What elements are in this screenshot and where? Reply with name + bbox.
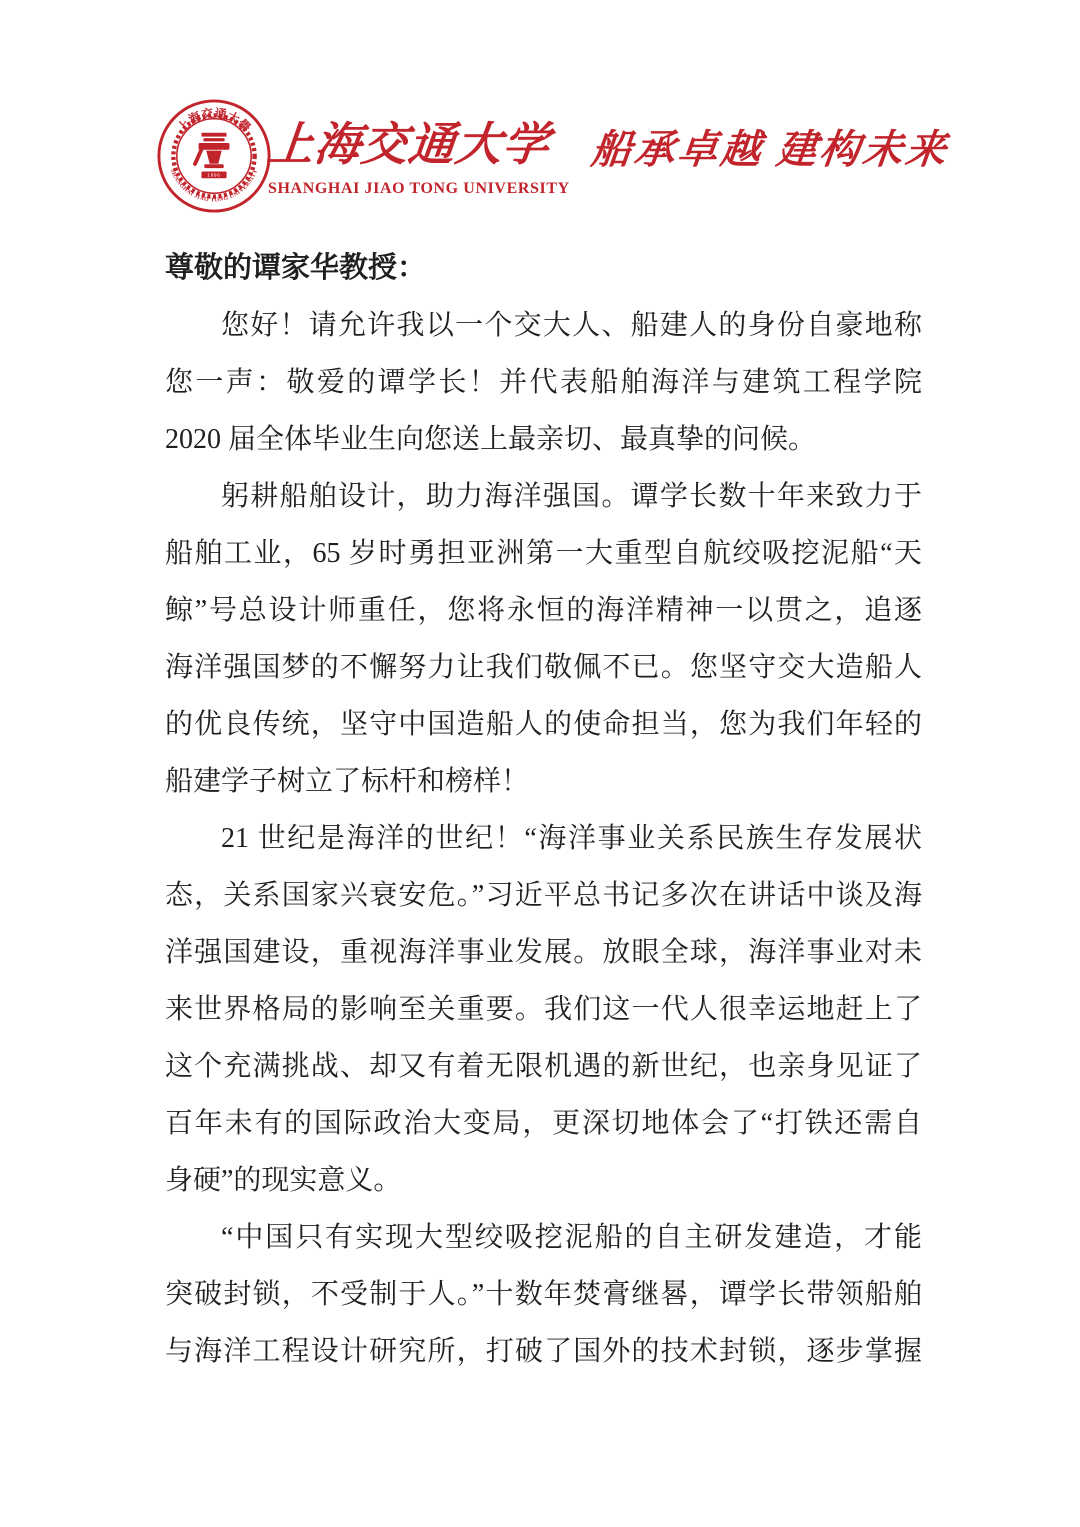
letter-line: 态，关系国家兴衰安危。”习近平总书记多次在讲话中谈及海	[165, 880, 922, 911]
letter-line: 鲸”号总设计师重任，您将永恒的海洋精神一以贯之，追逐	[165, 595, 922, 626]
letter-line: 2020 届全体毕业生向您送上最亲切、最真挚的问候。	[165, 424, 817, 455]
letter-line: 百年未有的国际政治大变局，更深切地体会了“打铁还需自	[165, 1108, 922, 1139]
university-wordmark-cn: 上海交通大学	[264, 119, 553, 170]
letter-body	[165, 240, 922, 1380]
letter-line: 躬耕船舶设计，助力海洋强国。谭学长数十年来致力于	[221, 481, 922, 512]
letter-line: 的优良传统，坚守中国造船人的使命担当，您为我们年轻的	[165, 709, 922, 740]
letter-line: 21 世纪是海洋的世纪！“海洋事业关系民族生存发展状	[221, 823, 922, 854]
seal-top-text: 上海交通大學	[174, 105, 254, 135]
letter-salutation: 尊敬的谭家华教授：	[165, 252, 427, 284]
seal-bottom-text: SHANGHAI JIAO TONG UNIVERSITY	[168, 168, 260, 204]
sjtu-seal-icon	[156, 98, 272, 214]
university-wordmark-en: SHANGHAI JIAO TONG UNIVERSITY	[268, 180, 570, 197]
slogan-calligraphy: 船承卓越 建构未来	[589, 127, 952, 172]
letter-line: 突破封锁，不受制于人。”十数年焚膏继晷，谭学长带领船舶	[165, 1279, 922, 1310]
letter-line: 与海洋工程设计研究所，打破了国外的技术封锁，逐步掌握	[165, 1336, 922, 1367]
letter-line: 您好！请允许我以一个交大人、船建人的身份自豪地称	[221, 310, 922, 341]
letter-line: 身硬”的现实意义。	[165, 1165, 402, 1196]
seal-year: 1896	[207, 172, 221, 178]
letter-line: 来世界格局的影响至关重要。我们这一代人很幸运地赶上了	[165, 994, 922, 1025]
letter-line: “中国只有实现大型绞吸挖泥船的自主研发建造，才能	[221, 1222, 922, 1253]
letter-line: 这个充满挑战、却又有着无限机遇的新世纪，也亲身见证了	[165, 1051, 922, 1082]
letter-line: 洋强国建设，重视海洋事业发展。放眼全球，海洋事业对未	[165, 937, 922, 968]
anvil-emblem-icon	[192, 133, 229, 178]
letter-line: 您一声：敬爱的谭学长！并代表船舶海洋与建筑工程学院	[165, 367, 922, 398]
letter-line: 船舶工业，65 岁时勇担亚洲第一大重型自航绞吸挖泥船“天	[165, 538, 922, 569]
university-wordmark	[264, 108, 570, 198]
letter-line: 船建学子树立了标杆和榜样！	[165, 766, 530, 797]
letter-line: 海洋强国梦的不懈努力让我们敬佩不已。您坚守交大造船人	[165, 652, 922, 683]
